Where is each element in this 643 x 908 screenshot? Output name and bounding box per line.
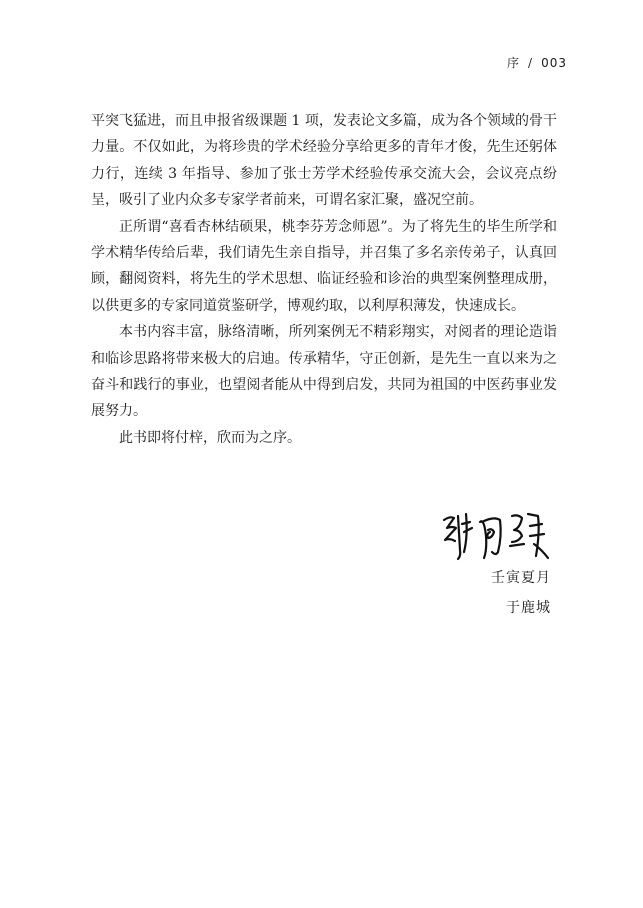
page-number: 003 xyxy=(541,56,567,70)
paragraph-continued: 平突飞猛进，而且申报省级课题 1 项，发表论文多篇，成为各个领域的骨干力量。不仅如此，为将珍贵的学术经验分享给更多的青年才俊，先生还躬体力行，连续 3 年指导、参加了张士芳学术经验传承交流大会，会议亮点纷呈，吸引了业内众多专家学者前来，可谓名家汇聚，盛况空前。 xyxy=(91,113,557,209)
handwritten-signature xyxy=(438,506,556,564)
header-separator: / xyxy=(528,56,534,70)
running-header xyxy=(507,54,567,71)
paragraph: 本书内容丰富，脉络清晰，所列案例无不精彩翔实，对阅者的理论造诣和临诊思路将带来极大的启迪。传承精华，守正创新，是先生一直以来为之奋斗和践行的事业，也望阅者能从中得到启发，共同为祖国的中医药事业发展努力。 xyxy=(91,324,557,420)
preface-body xyxy=(91,108,557,451)
paragraph: 正所谓“喜看杏林结硕果，桃李芬芳念师恩”。为了将先生的毕生所学和学术精华传给后辈，我们请先生亲自指导，并召集了多名亲传弟子，认真回顾，翻阅资料，将先生的学术思想、临证经验和诊治的典型案例整理成册，以供更多的专家同道赏鉴研学，博观约取，以利厚积薄发，快速成长。 xyxy=(91,218,557,314)
header-section: 序 xyxy=(507,56,521,70)
paragraph: 此书即将付梓，欣而为之序。 xyxy=(119,429,301,446)
signature-date: 壬寅夏月 xyxy=(491,570,551,586)
signature-place: 于鹿城 xyxy=(506,600,551,616)
